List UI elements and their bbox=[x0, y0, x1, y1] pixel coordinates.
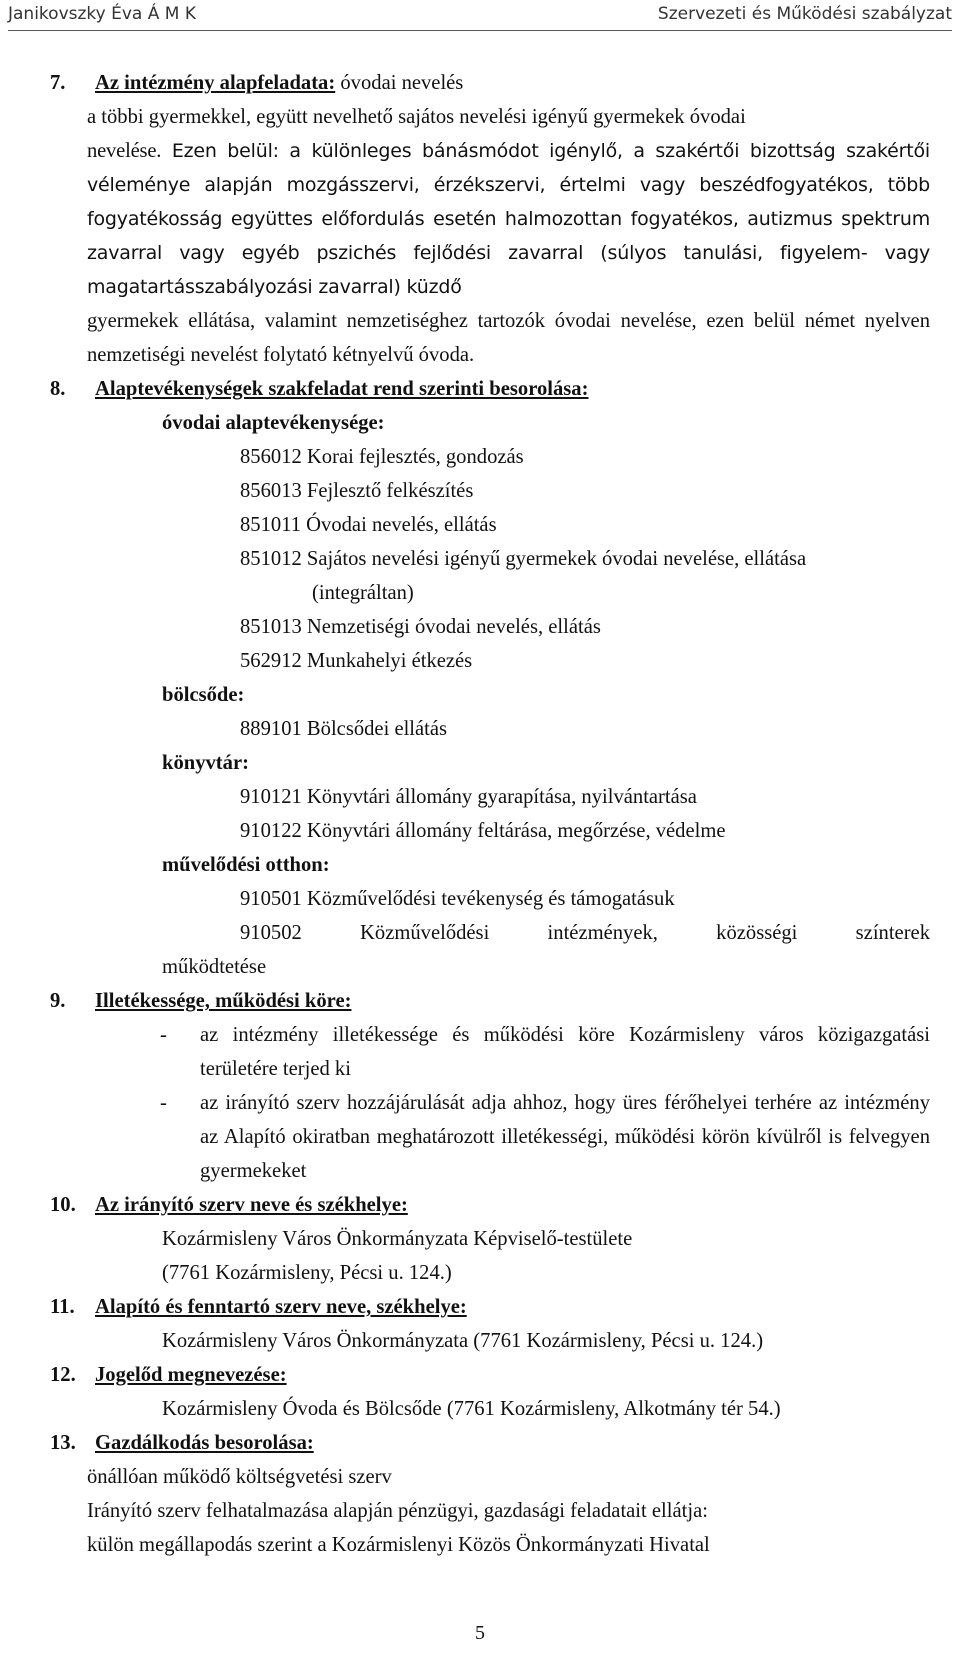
section-7-heading bbox=[50, 66, 930, 100]
activity-item: 889101 Bölcsődei ellátás bbox=[240, 718, 448, 740]
section-13-line1: önállóan működő költségvetési szerv bbox=[87, 1466, 392, 1488]
bullet-item bbox=[50, 1086, 930, 1188]
activity-item: (integráltan) bbox=[312, 582, 414, 604]
activity-item: 910121 Könyvtári állomány gyarapítása, nyilvántartása bbox=[240, 786, 697, 808]
bullet-text: az intézmény illetékessége és működési köre Kozármisleny város közigazgatási területére terjed ki bbox=[200, 1024, 930, 1080]
section-7-body-text: Ezen belül: a különleges bánásmódot igénylő, a szakértői bizottság szakértői véleménye alapján mozgásszervi, érzékszervi, értelmi vagy beszédfogyatékos, több fogyatékosság együttes előfordulás esetén halmozottan fogyatékos, autizmus spektrum zavarral vagy egyéb pszichés fejlődési zavarral (súlyos tanulási, figyelem- vagy magatartásszabályozási zavarral) küzdő bbox=[87, 140, 930, 298]
section-12-heading bbox=[50, 1358, 930, 1392]
section-7-tail: gyermekek ellátása, valamint nemzetiséghez tartozók óvodai nevelése, ezen belül német nyelven nemzetiségi nevelést folytató kétnyelvű óvoda. bbox=[87, 310, 930, 366]
activity-item: 851011 Óvodai nevelés, ellátás bbox=[240, 514, 497, 536]
section-title: Az irányító szerv neve és székhelye: bbox=[95, 1194, 408, 1216]
section-7-line2: a többi gyermekkel, együtt nevelhető sajátos nevelési igényű gyermekek óvodai bbox=[87, 106, 746, 128]
section-8-heading bbox=[50, 372, 930, 406]
bullet-text: az irányító szerv hozzájárulását adja ahhoz, hogy üres férőhelyei terhére az intézmény az Alapító okiratban meghatározott illetékességi, működési körön kívülről is felvegyen gyermekeket bbox=[200, 1092, 930, 1182]
activity-item: 851013 Nemzetiségi óvodai nevelés, ellátás bbox=[240, 616, 601, 638]
group-label: könyvtár: bbox=[162, 752, 249, 774]
activity-item: 910122 Könyvtári állomány feltárása, megőrzése, védelme bbox=[240, 820, 726, 842]
group-label: bölcsőde: bbox=[162, 684, 245, 706]
section-number: 11. bbox=[50, 1296, 75, 1318]
section-12-line1: Kozármisleny Óvoda és Bölcsőde (7761 Kozármisleny, Alkotmány tér 54.) bbox=[162, 1398, 781, 1420]
section-number: 7. bbox=[50, 72, 66, 94]
activity-item: 856013 Fejlesztő felkészítés bbox=[240, 480, 474, 502]
header-left: Janikovszky Éva Á M K bbox=[8, 4, 196, 24]
header-right: Szervezeti és Működési szabályzat bbox=[657, 4, 952, 24]
section-number: 8. bbox=[50, 378, 66, 400]
group-label: óvodai alaptevékenysége: bbox=[162, 412, 385, 434]
section-number: 12. bbox=[50, 1364, 76, 1386]
activity-item: 910502 Közművelődési intézmények, közösségi színterek bbox=[240, 922, 930, 944]
section-10-line2: (7761 Kozármisleny, Pécsi u. 124.) bbox=[162, 1262, 452, 1284]
bullet-dash: - bbox=[160, 1092, 167, 1114]
section-title: Alapító és fenntartó szerv neve, székhelye: bbox=[95, 1296, 467, 1318]
bullet-item bbox=[50, 1018, 930, 1086]
section-13-heading bbox=[50, 1426, 930, 1460]
section-title: Gazdálkodás besorolása: bbox=[95, 1432, 314, 1454]
document-body bbox=[50, 66, 930, 1562]
section-number: 10. bbox=[50, 1194, 76, 1216]
section-10-heading bbox=[50, 1188, 930, 1222]
section-11-heading bbox=[50, 1290, 930, 1324]
group-label: művelődési otthon: bbox=[162, 854, 330, 876]
activity-item: 910501 Közművelődési tevékenység és támogatásuk bbox=[240, 888, 675, 910]
page-header bbox=[8, 0, 952, 31]
section-title: Illetékessége, működési köre: bbox=[95, 990, 352, 1012]
section-7-body: nevelése. Ezen belül: a különleges bánásmódot igénylő, a szakértői bizottság szakértői véleménye alapján mozgásszervi, érzékszervi, értelmi vagy beszédfogyatékos, több fogyatékosság együttes előfordulás esetén halmozottan fogyatékos, autizmus spektrum zavarral vagy egyéb pszichés fejlődési zavarral (súlyos tanulási, figyelem- vagy magatartásszabályozási zavarral) küzdő bbox=[87, 140, 930, 298]
activity-item: 562912 Munkahelyi étkezés bbox=[240, 650, 473, 672]
section-7-first: óvodai nevelés bbox=[340, 72, 464, 94]
section-number: 13. bbox=[50, 1432, 76, 1454]
section-title: Alaptevékenységek szakfeladat rend szerinti besorolása: bbox=[95, 378, 589, 400]
section-13-line3: külön megállapodás szerint a Kozármislenyi Közös Önkormányzati Hivatal bbox=[87, 1534, 710, 1556]
bullet-dash: - bbox=[160, 1024, 167, 1046]
section-title: Jogelőd megnevezése: bbox=[95, 1364, 287, 1386]
activity-item: működtetése bbox=[162, 956, 267, 978]
activity-item: 851012 Sajátos nevelési igényű gyermekek óvodai nevelése, ellátása bbox=[240, 548, 807, 570]
section-10-line1: Kozármisleny Város Önkormányzata Képviselő-testülete bbox=[162, 1228, 633, 1250]
section-number: 9. bbox=[50, 990, 66, 1012]
section-title: Az intézmény alapfeladata: bbox=[95, 72, 336, 94]
section-13-line2: Irányító szerv felhatalmazása alapján pénzügyi, gazdasági feladatait ellátja: bbox=[87, 1500, 708, 1522]
page-number: 5 bbox=[475, 1622, 485, 1644]
section-11-line1: Kozármisleny Város Önkormányzata (7761 Kozármisleny, Pécsi u. 124.) bbox=[162, 1330, 764, 1352]
section-9-heading bbox=[50, 984, 930, 1018]
activity-item: 856012 Korai fejlesztés, gondozás bbox=[240, 446, 524, 468]
